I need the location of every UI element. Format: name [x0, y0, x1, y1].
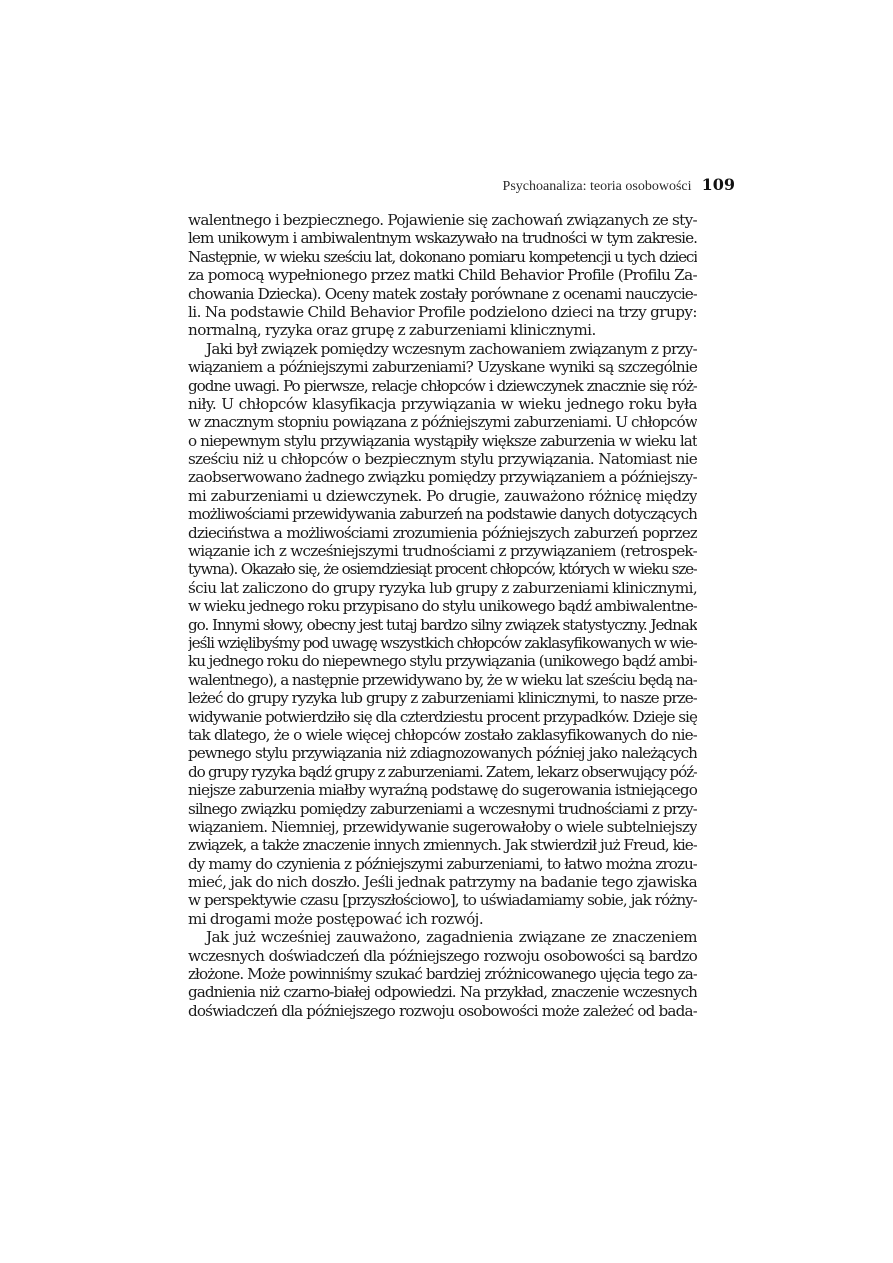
text-line: gadnienia niż czarno-białej odpowiedzi. Na przykład, znaczenie wczesnych: [188, 983, 697, 1002]
text-line: li. Na podstawie Child Behavior Profile podzielono dzieci na trzy grupy:: [188, 302, 697, 321]
text-line: wiązanie ich z wcześniejszymi trudnościami z przywiązaniem (retrospek-: [188, 542, 697, 561]
text-line: godne uwagi. Po pierwsze, relacje chłopców i dziewczynek znacznie się róż-: [188, 376, 697, 395]
text-line: walentnego), a następnie przewidywano by, że w wieku lat sześciu będą na-: [188, 670, 697, 689]
text-line: niły. U chłopców klasyfikacja przywiązania w wieku jednego roku była: [188, 394, 697, 413]
text-line: Jak już wcześniej zauważono, zagadnienia związane ze znaczeniem: [206, 928, 697, 947]
text-line: normalną, ryzyka oraz grupę z zaburzeniami klinicznymi.: [188, 321, 596, 340]
text-line: tywna). Okazało się, że osiemdziesiąt procent chłopców, których w wieku sze-: [188, 560, 697, 579]
paragraph: [188, 928, 697, 1020]
text-line: związek, a także znaczenie innych zmiennych. Jak stwierdził już Freud, kie-: [188, 836, 697, 855]
text-line: widywanie potwierdziło się dla czterdziestu procent przypadków. Dzieje się: [188, 707, 697, 726]
body-text: [188, 211, 697, 1020]
text-line: mi drogami może postępować ich rozwój.: [188, 909, 484, 928]
text-line: mi zaburzeniami u dziewczynek. Po drugie, zauważono różnicę między: [188, 486, 697, 505]
text-line: zaobserwowano żadnego związku pomiędzy przywiązaniem a późniejszy-: [188, 468, 697, 487]
text-line: w perspektywie czasu [przyszłościowo], to uświadamiamy sobie, jak różny-: [188, 891, 697, 910]
text-line: walentnego i bezpiecznego. Pojawienie się zachowań związanych ze sty-: [188, 211, 697, 229]
text-line: możliwościami przewidywania zaburzeń na podstawie danych dotyczących: [188, 505, 697, 524]
paragraph: [188, 340, 697, 929]
text-line: dy mamy do czynienia z późniejszymi zaburzeniami, to łatwo można zrozu-: [188, 854, 697, 873]
text-line: tak dlatego, że o wiele więcej chłopców zostało zaklasyfikowanych do nie-: [188, 725, 697, 744]
text-line: jeśli wzięlibyśmy pod uwagę wszystkich chłopców zaklasyfikowanych w wie-: [188, 633, 697, 652]
running-title: Psychoanaliza: teoria osobowości: [502, 179, 692, 194]
text-line: silnego związku pomiędzy zaburzeniami a wczesnymi trudnościami z przy-: [188, 799, 697, 818]
text-line: wiązaniem a późniejszymi zaburzeniami? Uzyskane wyniki są szczególnie: [188, 358, 697, 377]
text-line: w znacznym stopniu powiązana z późniejszymi zaburzeniami. U chłopców: [188, 413, 697, 432]
text-line: dzieciństwa a możliwościami zrozumienia późniejszych zaburzeń poprzez: [188, 523, 697, 542]
text-line: Jaki był związek pomiędzy wczesnym zachowaniem związanym z przy-: [206, 339, 697, 358]
text-line: ku jednego roku do niepewnego stylu przywiązania (unikowego bądź ambi-: [188, 652, 697, 671]
text-line: doświadczeń dla późniejszego rozwoju osobowości może zależeć od bada-: [188, 1001, 697, 1020]
text-line: do grupy ryzyka bądź grupy z zaburzeniami. Zatem, lekarz obserwujący póź-: [188, 762, 697, 781]
text-line: leżeć do grupy ryzyka lub grupy z zaburzeniami klinicznymi, to nasze prze-: [188, 689, 697, 708]
text-line: o niepewnym stylu przywiązania wystąpiły większe zaburzenia w wieku lat: [188, 431, 697, 450]
page-number: 109: [701, 175, 735, 194]
text-line: niejsze zaburzenia miałby wyraźną podstawę do sugerowania istniejącego: [188, 781, 697, 800]
text-line: Następnie, w wieku sześciu lat, dokonano pomiaru kompetencji u tych dzieci: [188, 247, 697, 266]
paragraph: [188, 211, 697, 340]
text-line: lem unikowym i ambiwalentnym wskazywało na trudności w tym zakresie.: [188, 229, 697, 248]
page-header: [188, 175, 735, 195]
text-line: chowania Dziecka). Oceny matek zostały porównane z ocenami nauczycie-: [188, 284, 697, 303]
text-line: wiązaniem. Niemniej, przewidywanie sugerowałoby o wiele subtelniejszy: [188, 817, 697, 836]
text-line: wczesnych doświadczeń dla późniejszego rozwoju osobowości są bardzo: [188, 946, 697, 965]
text-line: ściu lat zaliczono do grupy ryzyka lub grupy z zaburzeniami klinicznymi,: [188, 578, 697, 597]
text-line: złożone. Może powinniśmy szukać bardziej zróżnicowanego ujęcia tego za-: [188, 965, 697, 984]
text-line: za pomocą wypełnionego przez matki Child Behavior Profile (Profilu Za-: [188, 266, 697, 285]
text-line: mieć, jak do nich doszło. Jeśli jednak patrzymy na badanie tego zjawiska: [188, 873, 697, 892]
text-line: pewnego stylu przywiązania niż zdiagnozowanych później jako należących: [188, 744, 697, 763]
text-line: w wieku jednego roku przypisano do stylu unikowego bądź ambiwalentne-: [188, 597, 697, 616]
text-line: go. Innymi słowy, obecny jest tutaj bardzo silny związek statystyczny. Jednak: [188, 615, 697, 634]
text-line: sześciu niż u chłopców o bezpiecznym stylu przywiązania. Natomiast nie: [188, 450, 697, 469]
